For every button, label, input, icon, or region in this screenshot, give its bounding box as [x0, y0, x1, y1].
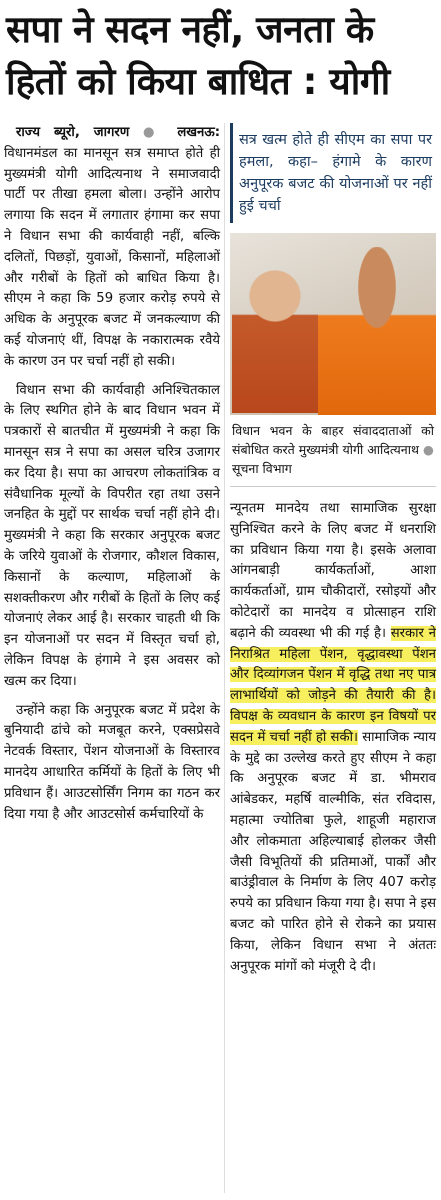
headline: सपा ने सदन नहीं, जनता के हितों को किया बाधित : योगी [6, 8, 390, 103]
photo-caption [230, 415, 436, 487]
credit-bullet-icon: ● [423, 442, 434, 457]
right-body [230, 499, 436, 977]
dateline-city: लखनऊ: [177, 125, 221, 140]
photo-person-background [232, 263, 318, 413]
news-photo [230, 233, 436, 415]
right-body-before: न्यूनतम मानदेय तथा सामाजिक सुरक्षा सुनिश्चित करने के लिए बजट में धनराशि का प्रविधान किया गया है। इसके अलावा आंगनबाड़ी कार्यकर्ताओं, आशा कार्यकर्ताओं, ग्राम चौकीदारों, रसोइयों और कोटेदारों का मानदेय व प्रोत्साहन राशि बढ़ाने की व्यवस्था भी की गई है। [230, 501, 436, 641]
right-body-after: सामाजिक न्याय के मुद्दे का उल्लेख करते हुए सीएम ने कहा कि अनुपूरक बजट में डा. भीमराव आंबेडकर, महर्षि वाल्मीकि, संत रविदास, महात्मा ज्योतिबा फुले, शाहूजी महाराज और लोकमाता अहिल्याबाई होलकर जैसी जैसी विभूतियों की प्रतिमाओं, पार्कों और बाउंड्रीवाल के निर्माण के लिए 407 करोड़ रुपये का प्रविधान किया गया है। सपा ने इस बजट को पारित होने से रोकने का प्रयास किया, लेकिन विधान सभा ने अंततः अनुपूरक मांगों को मंजूरी दे दी। [230, 729, 437, 974]
paragraph-1-text: विधानमंडल का मानसून सत्र समाप्त होते ही मुख्यमंत्री योगी आदित्यनाथ ने समाजवादी पार्टी पर तीखा हमला बोला। उन्होंने आरोप लगाया कि सदन में लगातार हंगामा कर सपा ने विधान सभा की कार्यवाही नहीं, बल्कि दलितों, पिछड़ों, युवाओं, किसानों, महिलाओं और गरीबों के हितों को बाधित किया है। सीएम ने कहा कि 59 हजार करोड़ रुपये से अधिक के अनुपूरक बजट में जनकल्याण की कई योजनाएं थीं, विपक्ष के नकारात्मक रवैये के कारण उन पर चर्चा नहीं हो सकी। [4, 145, 220, 369]
dateline-bureau: राज्य ब्यूरो, जागरण [16, 125, 130, 140]
left-column [4, 123, 220, 833]
column-divider [224, 123, 225, 1193]
photo-caption-text: विधान भवन के बाहर संवाददाताओं को संबोधित करते मुख्यमंत्री योगी आदित्यनाथ [232, 423, 434, 457]
highlighted-text: सरकार ने निराश्रित महिला पेंशन, वृद्धावस्था पेंशन और दिव्यांगजन पेंशन में वृद्धि तथा नए पात्र लाभार्थियों को जोड़ने की तैयारी की है। विपक्ष के व्यवधान के कारण इन विषयों पर सदन में चर्चा नहीं हो सकी। [230, 625, 437, 745]
bullet-icon: ● [142, 125, 178, 140]
paragraph-3: उन्होंने कहा कि अनुपूरक बजट में प्रदेश के बुनियादी ढांचे को मजबूत करने, एक्सप्रेसवे नेटवर्क विस्तार, पेंशन योजनाओं के विस्तारव मानदेय आधारित कर्मियों के हितों के लिए भी प्रविधान हैं। आउटसोर्सिंग निगम का गठन कर दिया गया है और आउटसोर्स कर्मचारियों के [4, 702, 220, 822]
photo-credit: सूचना विभाग [232, 461, 292, 476]
right-column [230, 123, 436, 977]
subheadline: सत्र खत्म होते ही सीएम का सपा पर हमला, कहा– हंगामे के कारण अनुपूरक बजट की योजनाओं पर नहीं हुई चर्चा [230, 123, 436, 223]
photo-person-main [318, 247, 436, 415]
paragraph-2: विधान सभा की कार्यवाही अनिश्चितकाल के लिए स्थगित होने के बाद विधान भवन में पत्रकारों से बातचीत में मुख्यमंत्री ने कहा कि मानसून सत्र ने सपा का असल चरित्र उजागर कर दिया है। सपा का आचरण लोकतांत्रिक व संवैधानिक मूल्यों के विपरीत रहा तथा उसने जनहित के मुद्दों पर सार्थक चर्चा नहीं होने दी। मुख्यमंत्री ने कहा कि सरकार अनुपूरक बजट के जरिये युवाओं के रोजगार, कौशल विकास, किसानों के कल्याण, महिलाओं के सशक्तीकरण और गरीबों के हितों के लिए कई योजनाएं लेकर आई है। सरकार चाहती थी कि इन योजनाओं पर सदन में विस्तृत चर्चा हो, लेकिन विपक्ष के हंगामे ने इस अवसर को खत्म कर दिया। [4, 382, 220, 689]
paragraph-1 [4, 123, 220, 373]
